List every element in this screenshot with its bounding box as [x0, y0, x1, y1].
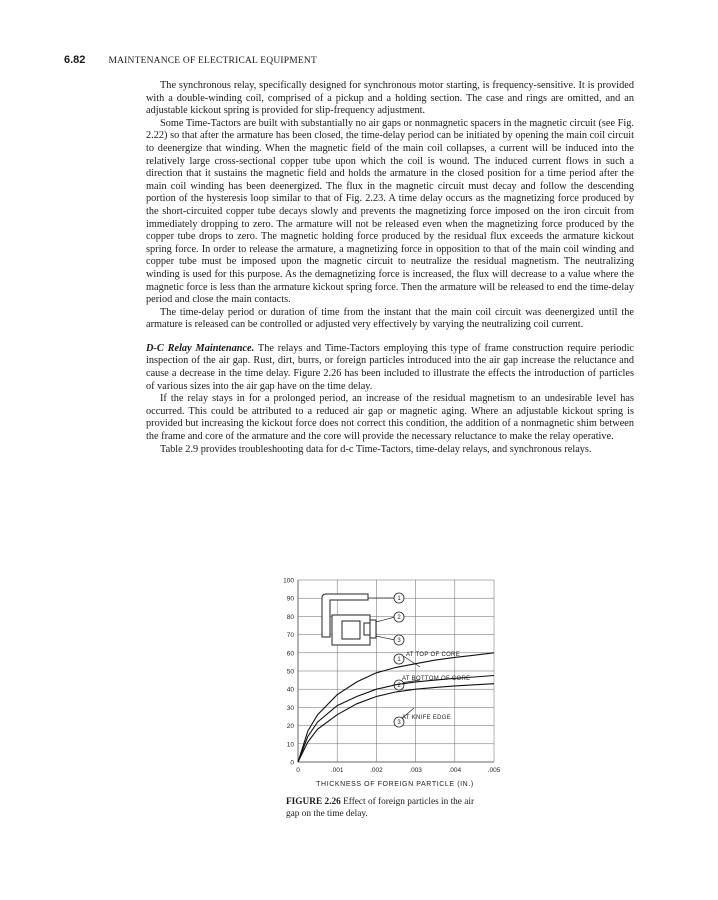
figure-2-26: [272, 572, 512, 790]
figure-caption-text: Effect of foreign particles in the air gap on the time delay.: [286, 797, 475, 819]
callout-2-curve: 2: [397, 683, 401, 689]
page-number: 6.82: [64, 54, 86, 66]
paragraph-prolonged-period: If the relay stays in for a prolonged period, an increase of the residual magnetism to an undesirable level has occurred. This could be attributed to a reduced air gap or magnetic aging. Where an adjustable kickout spring is provided but increasing the kickout force does not correct this condition, the addition of a nonmagnetic shim between the frame and core of the armature and the core will provide the necessary reluctance to make the relay operative.: [146, 393, 634, 443]
relay-sketch: [322, 594, 376, 645]
paragraph-dc-relay-maintenance: [146, 343, 634, 393]
x-axis-label: THICKNESS OF FOREIGN PARTICLE (IN.): [316, 781, 474, 788]
callout-1-curve: 1: [397, 657, 401, 663]
body-text: [146, 80, 634, 456]
x-tick-label: .002: [370, 767, 383, 774]
page-header: [64, 50, 317, 66]
callout-1-sketch: 1: [397, 596, 401, 602]
x-tick-label: .005: [487, 767, 501, 774]
callout-3-curve: 3: [397, 720, 401, 726]
y-tick-label: 100: [283, 577, 294, 585]
label-bottom-of-core: AT BOTTOM OF CORE: [402, 676, 471, 682]
paragraph-time-tactors: Some Time-Tactors are built with substantially no air gaps or nonmagnetic spacers in the magnetic circuit (see Fig. 2.22) so that after the armature has been closed, the time-delay period can be initiated by opening the main coil circuit to deenergize that winding. When the magnetic field of the main coil collapses, a current will be induced into the relatively large cross-sectional copper tube upon which the coil is wound. The induced current flows in such a direction that it sustains the magnetic field and holds the armature in the closed position for a time period after the main coil winding has been deenergized. The flux in the magnetic circuit must decay and follow the descending portion of the hysteresis loop similar to that of Fig. 2.23. A time delay occurs as the magnetizing force produced by the short-circuited copper tube decays slowly and prevents the magnetizing force imposed on the iron circuit from immediately dropping to zero. The armature will not be released even when the magnetizing force produced by the copper tube drops to zero. The magnetic holding force produced by the residual flux exceeds the armature kickout spring force. In order to release the armature, a magnetizing force in opposition to that of the main coil winding and copper tube must be imposed upon the magnetic circuit to neutralize the residual magnetism. The neutralizing winding is used for this purpose. As the demagnetizing force is increased, the flux will decrease to a value where the magnetic force is less than the armature kickout spring force. Then the armature will be released to end the time-delay period and close the main contacts.: [146, 117, 634, 306]
x-tick-label: 0: [296, 767, 300, 774]
y-tick-label: 0: [290, 759, 294, 767]
label-knife-edge: AT KNIFE EDGE: [402, 715, 452, 721]
y-tick-label: 50: [286, 668, 294, 676]
time-delay-chart: [272, 572, 512, 790]
y-tick-label: 90: [286, 595, 294, 603]
label-top-of-core: AT TOP OF CORE: [406, 652, 460, 658]
y-tick-label: 70: [286, 632, 294, 640]
x-tick-label: .001: [330, 767, 344, 774]
figure-caption: [286, 797, 486, 820]
callout-2-sketch: 2: [397, 615, 401, 621]
y-tick-label: 80: [286, 613, 294, 621]
paragraph-table-reference: Table 2.9 provides troubleshooting data for d-c Time-Tactors, time-delay relays, and synchronous relays.: [160, 443, 592, 455]
callout-3-sketch: 3: [397, 638, 401, 644]
y-axis-ticks: [283, 578, 294, 767]
section-heading: D-C Relay Maintenance.: [146, 342, 255, 354]
y-tick-label: 10: [286, 741, 294, 749]
y-tick-label: 30: [286, 704, 294, 712]
section-text: The relays and Time-Tactors employing this type of frame construction require periodic inspection of the air gap. Rust, dirt, burrs, or foreign particles introduced into the air gap increase the reluctance and cause a decrease in the time delay. Figure 2.26 has been included to illustrate the effects the introduction of particles of various sizes into the air gap have on the time delay.: [146, 342, 635, 392]
y-tick-label: 40: [286, 686, 294, 694]
paragraph-time-delay-period: The time-delay period or duration of time from the instant that the main coil circuit was deenergized until the armature is released can be controlled or adjusted very effectively by varying the neutralizing coil current.: [146, 306, 634, 331]
y-tick-label: 60: [286, 650, 294, 658]
running-title: MAINTENANCE OF ELECTRICAL EQUIPMENT: [108, 56, 317, 66]
x-tick-label: .003: [409, 767, 422, 774]
x-tick-label: .004: [448, 767, 462, 774]
figure-label: FIGURE 2.26: [286, 797, 341, 807]
armature-drawing: [370, 620, 376, 638]
paragraph-synchronous-relay: The synchronous relay, specifically designed for synchronous motor starting, is frequency-sensitive. It is provided with a double-winding coil, comprised of a pickup and a holding section. The case and rings are omitted, and an adjustable kickout spring is provided for slip-frequency adjustment.: [146, 80, 634, 117]
y-tick-label: 20: [286, 723, 294, 731]
x-axis-ticks: [296, 767, 501, 774]
